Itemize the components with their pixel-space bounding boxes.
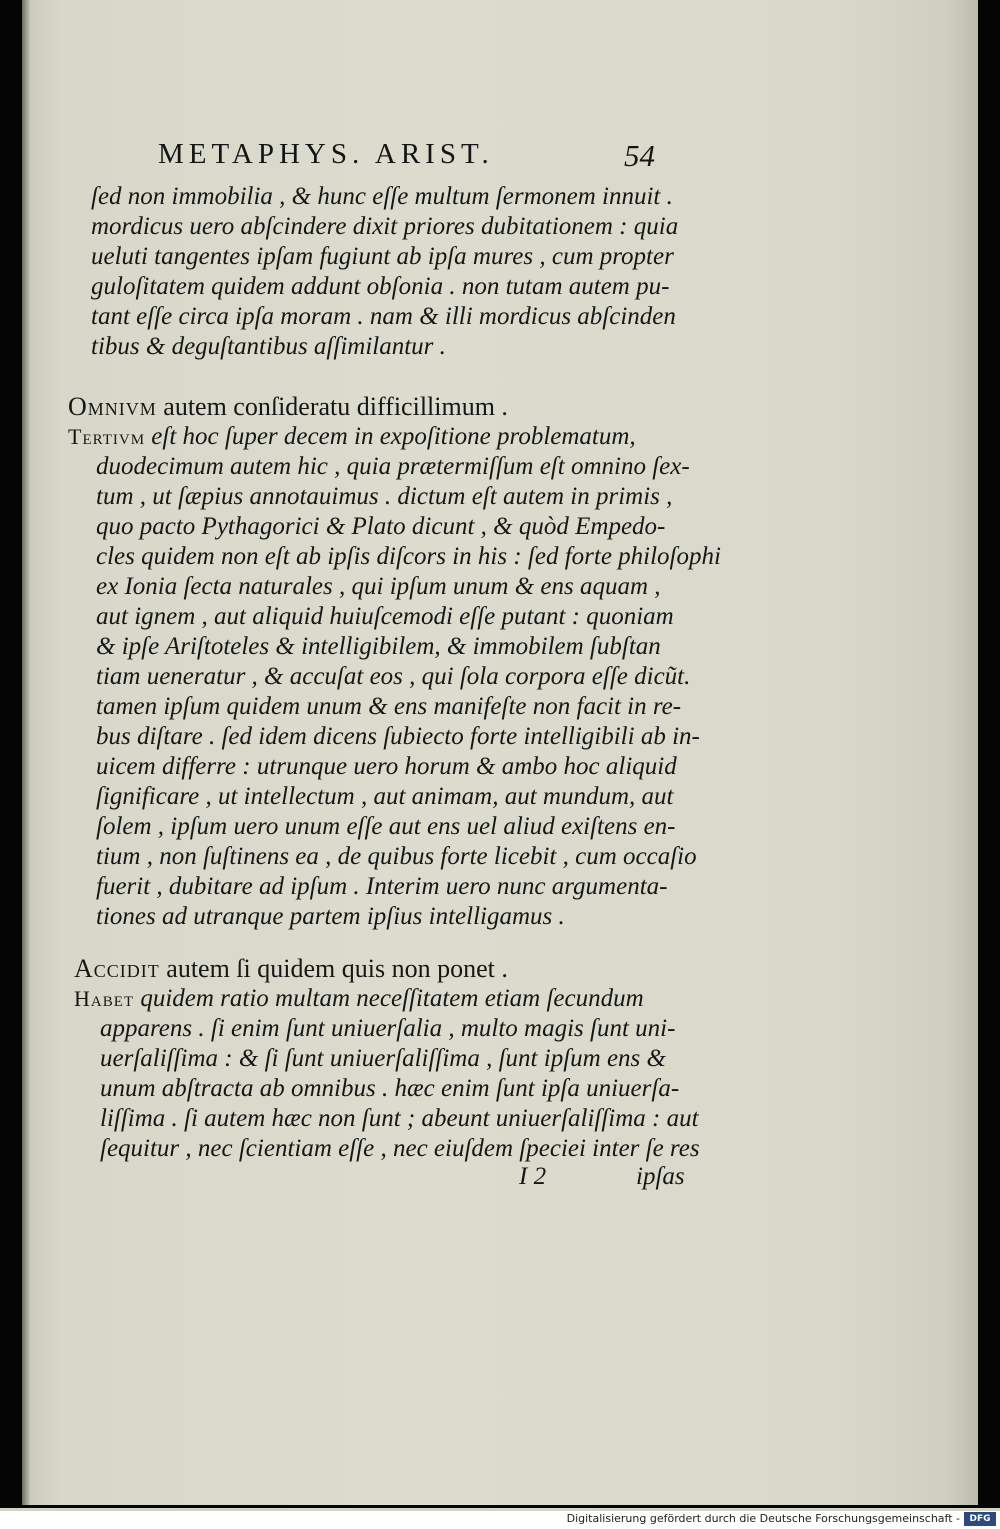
text-span: eſt hoc ſuper decem in expoſitione problematum,: [151, 423, 636, 450]
text-line: fuerit , dubitare ad ipſum . Interim uero nunc argumenta-: [96, 873, 668, 900]
text-line: tum , ut ſæpius annotauimus . dictum eſt autem in primis ,: [96, 483, 673, 510]
text-line: mordicus uero abſcindere dixit priores dubitationem : quia: [91, 213, 679, 240]
text-line: ſolem , ipſum uero unum eſſe aut ens uel aliud exiſtens en-: [96, 813, 676, 840]
digitization-footer: [0, 1511, 1000, 1529]
lemma-lead: Omnivm: [68, 392, 157, 421]
text-line: duodecimum autem hic , quia prætermiſſum eſt omnino ſex-: [96, 453, 690, 480]
text-line: tiam ueneratur , & accuſat eos , qui ſola corpora eſſe dicũt.: [96, 663, 691, 690]
text-line: cles quidem non eſt ab ipſis diſcors in his : ſed forte philoſophi: [96, 543, 721, 570]
text-line: ſignificare , ut intellectum , aut animam, aut mundum, aut: [96, 783, 674, 810]
text-line: uicem differre : utrunque uero horum & ambo hoc aliquid: [96, 753, 677, 780]
text-line: bus diſtare . ſed idem dicens ſubiecto forte intelligibili ab in-: [96, 723, 700, 750]
footer-credit: Digitalisierung gefördert durch die Deutsche Forschungsgemeinschaft -: [566, 1512, 960, 1525]
text-line-lead: [68, 422, 636, 452]
dfg-logo-icon: DFG: [964, 1512, 996, 1526]
paragraph-lead: Habet: [74, 986, 135, 1011]
text-line: ſed non immobilia , & hunc eſſe multum ſermonem innuit .: [91, 183, 673, 210]
lemma-lead: Accidit: [74, 954, 160, 983]
text-line: uerſaliſſima : & ſi ſunt uniuerſaliſſima , ſunt ipſum ens &: [100, 1045, 666, 1072]
text-line: tiones ad utranque partem ipſius intelligamus .: [96, 903, 565, 930]
lemma-heading: [68, 392, 508, 422]
text-line: ſequitur , nec ſcientiam eſſe , nec eiuſdem ſpeciei inter ſe res: [100, 1135, 700, 1162]
book-page: [22, 0, 978, 1505]
lemma-heading: [74, 954, 508, 984]
text-line: tant eſſe circa ipſa moram . nam & illi mordicus abſcinden: [91, 303, 676, 330]
text-line: tamen ipſum quidem unum & ens manifeſte non facit in re-: [96, 693, 682, 720]
lemma-text: autem conſideratu difficillimum .: [163, 392, 508, 421]
text-span: quidem ratio multam neceſſitatem etiam ſecundum: [140, 985, 644, 1012]
text-line: tibus & deguſtantibus aſſimilantur .: [91, 333, 446, 360]
text-line: apparens . ſi enim ſunt uniuerſalia , multo magis ſunt uni-: [100, 1015, 676, 1042]
text-line: ueluti tangentes ipſam fugiunt ab ipſa mures , cum propter: [91, 243, 674, 270]
running-title: METAPHYS. ARIST.: [158, 138, 494, 170]
text-line: aut ignem , aut aliquid huiuſcemodi eſſe putant : quoniam: [96, 603, 674, 630]
signature-mark: I 2: [519, 1163, 547, 1190]
text-line: unum abſtracta ab omnibus . hæc enim ſunt ipſa uniuerſa-: [100, 1075, 680, 1102]
text-line: ex Ionia ſecta naturales , qui ipſum unum & ens aquam ,: [96, 573, 661, 600]
catchword: ipſas: [636, 1163, 685, 1190]
page-gutter-shadow: [22, 0, 30, 1505]
text-line: tium , non ſuſtinens ea , de quibus forte licebit , cum occaſio: [96, 843, 697, 870]
text-line: & ipſe Ariſtoteles & intelligibilem, & immobilem ſubſtan: [96, 633, 661, 660]
text-line: quo pacto Pythagorici & Plato dicunt , & quòd Empedo-: [96, 513, 666, 540]
text-line: guloſitatem quidem addunt obſonia . non tutam autem pu-: [91, 273, 670, 300]
text-line-lead: [74, 984, 644, 1014]
folio-number: 54: [624, 138, 655, 173]
paragraph-lead: Tertivm: [68, 424, 146, 449]
lemma-text: autem ſi quidem quis non ponet .: [166, 954, 508, 983]
text-line: liſſima . ſi autem hæc non ſunt ; abeunt uniuerſaliſſima : aut: [100, 1105, 699, 1132]
